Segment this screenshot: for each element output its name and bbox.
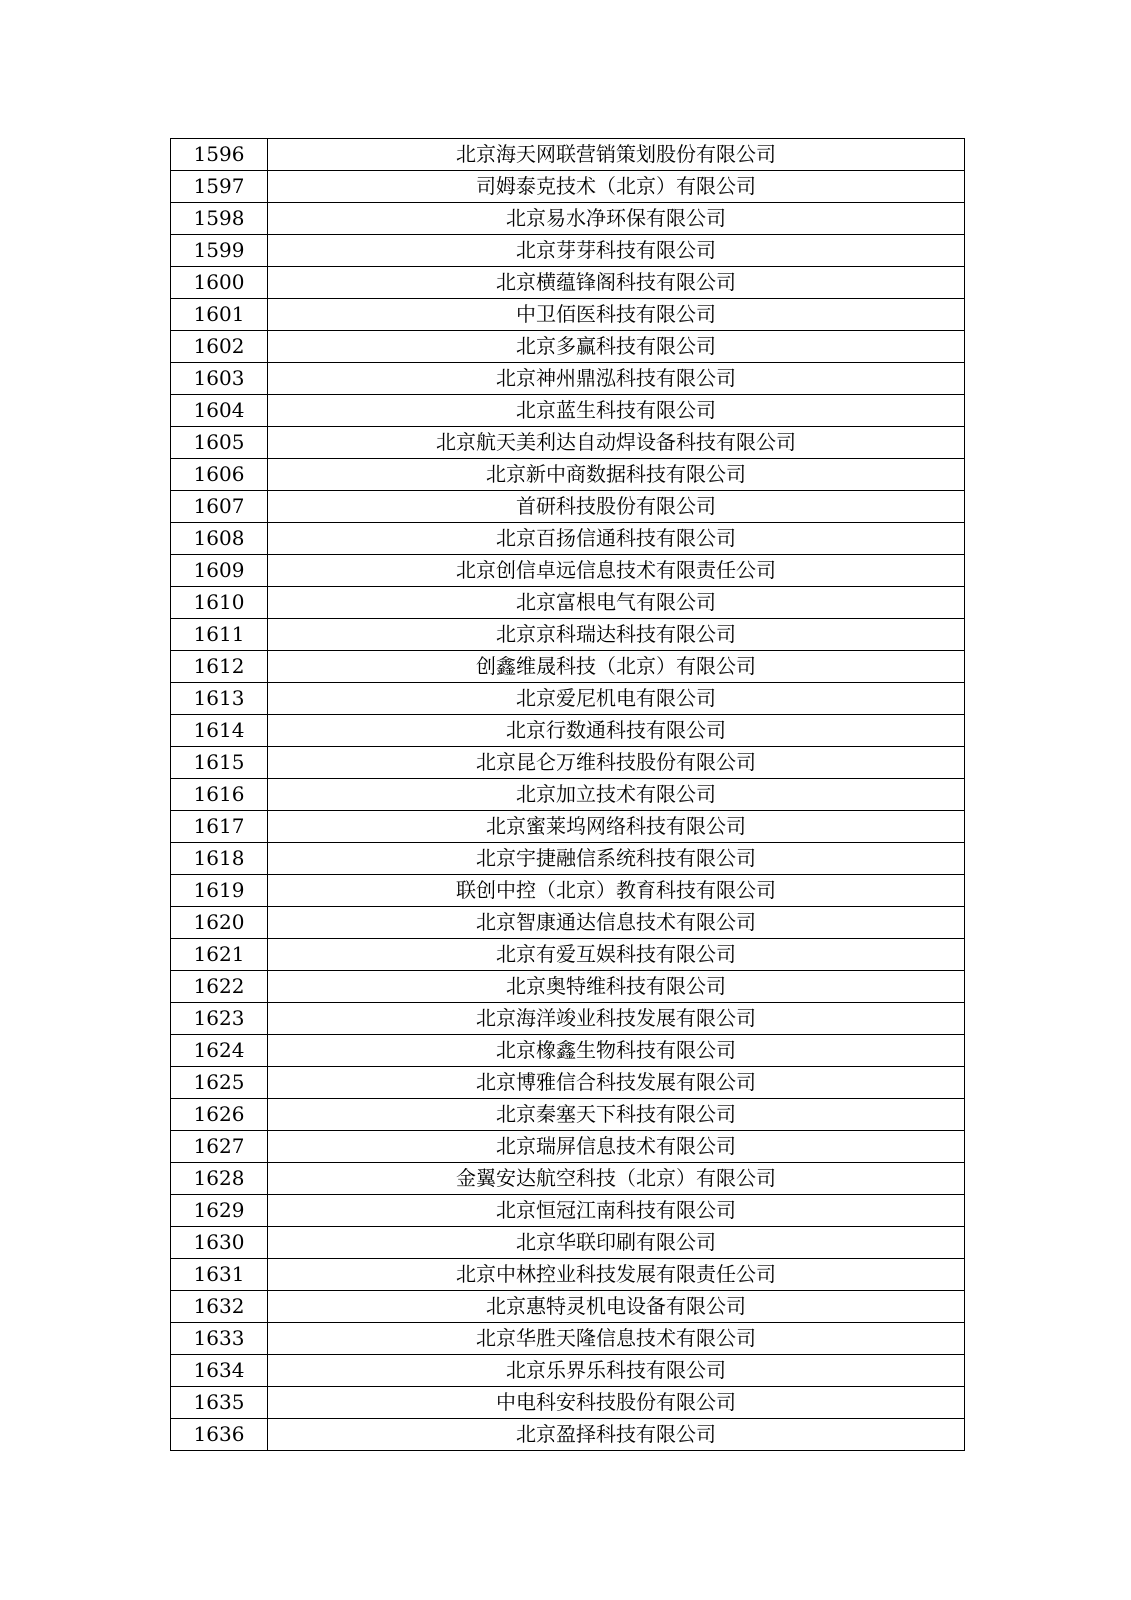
- company-name: 北京行数通科技有限公司: [268, 715, 965, 747]
- row-number: 1625: [171, 1067, 268, 1099]
- row-number: 1619: [171, 875, 268, 907]
- table-row: [171, 491, 965, 523]
- table-row: [171, 1099, 965, 1131]
- table-row: [171, 1163, 965, 1195]
- row-number: 1617: [171, 811, 268, 843]
- company-name: 司姆泰克技术（北京）有限公司: [268, 171, 965, 203]
- row-number: 1631: [171, 1259, 268, 1291]
- row-number: 1615: [171, 747, 268, 779]
- company-name: 北京奥特维科技有限公司: [268, 971, 965, 1003]
- table-row: [171, 715, 965, 747]
- table-row: [171, 1323, 965, 1355]
- row-number: 1618: [171, 843, 268, 875]
- company-name: 北京富根电气有限公司: [268, 587, 965, 619]
- row-number: 1603: [171, 363, 268, 395]
- company-name: 北京橡鑫生物科技有限公司: [268, 1035, 965, 1067]
- company-name: 北京惠特灵机电设备有限公司: [268, 1291, 965, 1323]
- company-name: 北京新中商数据科技有限公司: [268, 459, 965, 491]
- table-row: [171, 683, 965, 715]
- table-row: [171, 139, 965, 171]
- table-row: [171, 235, 965, 267]
- company-name: 北京智康通达信息技术有限公司: [268, 907, 965, 939]
- company-name: 北京华联印刷有限公司: [268, 1227, 965, 1259]
- table-row: [171, 651, 965, 683]
- row-number: 1626: [171, 1099, 268, 1131]
- table-row: [171, 1131, 965, 1163]
- table-row: [171, 971, 965, 1003]
- company-name: 北京瑞屏信息技术有限公司: [268, 1131, 965, 1163]
- table-row: [171, 171, 965, 203]
- row-number: 1622: [171, 971, 268, 1003]
- company-name: 北京乐界乐科技有限公司: [268, 1355, 965, 1387]
- row-number: 1633: [171, 1323, 268, 1355]
- row-number: 1612: [171, 651, 268, 683]
- company-name: 北京神州鼎泓科技有限公司: [268, 363, 965, 395]
- table-row: [171, 1003, 965, 1035]
- company-name: 联创中控（北京）教育科技有限公司: [268, 875, 965, 907]
- row-number: 1607: [171, 491, 268, 523]
- company-name: 北京华胜天隆信息技术有限公司: [268, 1323, 965, 1355]
- row-number: 1606: [171, 459, 268, 491]
- table-row: [171, 427, 965, 459]
- row-number: 1628: [171, 1163, 268, 1195]
- table-row: [171, 267, 965, 299]
- row-number: 1599: [171, 235, 268, 267]
- company-name: 北京百扬信通科技有限公司: [268, 523, 965, 555]
- row-number: 1596: [171, 139, 268, 171]
- row-number: 1601: [171, 299, 268, 331]
- table-row: [171, 907, 965, 939]
- row-number: 1597: [171, 171, 268, 203]
- company-name: 北京蜜莱坞网络科技有限公司: [268, 811, 965, 843]
- row-number: 1623: [171, 1003, 268, 1035]
- row-number: 1624: [171, 1035, 268, 1067]
- row-number: 1608: [171, 523, 268, 555]
- table-row: [171, 523, 965, 555]
- company-name: 北京易水净环保有限公司: [268, 203, 965, 235]
- table-row: [171, 747, 965, 779]
- row-number: 1632: [171, 1291, 268, 1323]
- table-row: [171, 587, 965, 619]
- table-row: [171, 395, 965, 427]
- row-number: 1629: [171, 1195, 268, 1227]
- company-name: 中卫佰医科技有限公司: [268, 299, 965, 331]
- company-name: 北京芽芽科技有限公司: [268, 235, 965, 267]
- company-name: 中电科安科技股份有限公司: [268, 1387, 965, 1419]
- row-number: 1635: [171, 1387, 268, 1419]
- company-name: 北京恒冠江南科技有限公司: [268, 1195, 965, 1227]
- table-row: [171, 875, 965, 907]
- company-name: 北京航天美利达自动焊设备科技有限公司: [268, 427, 965, 459]
- company-name: 北京宇捷融信系统科技有限公司: [268, 843, 965, 875]
- row-number: 1611: [171, 619, 268, 651]
- company-name: 北京秦塞天下科技有限公司: [268, 1099, 965, 1131]
- table-row: [171, 619, 965, 651]
- company-name: 北京多赢科技有限公司: [268, 331, 965, 363]
- company-list-table: [170, 138, 965, 1451]
- table-row: [171, 363, 965, 395]
- company-name: 北京昆仑万维科技股份有限公司: [268, 747, 965, 779]
- row-number: 1634: [171, 1355, 268, 1387]
- row-number: 1614: [171, 715, 268, 747]
- table-row: [171, 1195, 965, 1227]
- company-name: 北京博雅信合科技发展有限公司: [268, 1067, 965, 1099]
- company-name: 北京盈择科技有限公司: [268, 1419, 965, 1451]
- company-name: 首研科技股份有限公司: [268, 491, 965, 523]
- row-number: 1627: [171, 1131, 268, 1163]
- row-number: 1616: [171, 779, 268, 811]
- company-name: 北京横蕴锋阁科技有限公司: [268, 267, 965, 299]
- table-row: [171, 299, 965, 331]
- row-number: 1620: [171, 907, 268, 939]
- company-name: 北京爱尼机电有限公司: [268, 683, 965, 715]
- table-row: [171, 1035, 965, 1067]
- table-row: [171, 939, 965, 971]
- company-name: 北京有爱互娱科技有限公司: [268, 939, 965, 971]
- company-name: 创鑫维晟科技（北京）有限公司: [268, 651, 965, 683]
- company-name: 北京创信卓远信息技术有限责任公司: [268, 555, 965, 587]
- company-name: 北京京科瑞达科技有限公司: [268, 619, 965, 651]
- company-name: 北京加立技术有限公司: [268, 779, 965, 811]
- row-number: 1621: [171, 939, 268, 971]
- table-row: [171, 555, 965, 587]
- table-row: [171, 1355, 965, 1387]
- row-number: 1602: [171, 331, 268, 363]
- row-number: 1610: [171, 587, 268, 619]
- table-row: [171, 1259, 965, 1291]
- table-row: [171, 1067, 965, 1099]
- row-number: 1613: [171, 683, 268, 715]
- row-number: 1609: [171, 555, 268, 587]
- company-name: 北京海洋竣业科技发展有限公司: [268, 1003, 965, 1035]
- table-row: [171, 1387, 965, 1419]
- table-row: [171, 779, 965, 811]
- company-name: 北京中林控业科技发展有限责任公司: [268, 1259, 965, 1291]
- table-row: [171, 843, 965, 875]
- row-number: 1604: [171, 395, 268, 427]
- table-row: [171, 331, 965, 363]
- row-number: 1605: [171, 427, 268, 459]
- row-number: 1600: [171, 267, 268, 299]
- table-body: [171, 139, 965, 1451]
- company-name: 北京海天网联营销策划股份有限公司: [268, 139, 965, 171]
- table-row: [171, 459, 965, 491]
- row-number: 1636: [171, 1419, 268, 1451]
- table-row: [171, 1419, 965, 1451]
- company-name: 北京蓝生科技有限公司: [268, 395, 965, 427]
- row-number: 1630: [171, 1227, 268, 1259]
- row-number: 1598: [171, 203, 268, 235]
- company-name: 金翼安达航空科技（北京）有限公司: [268, 1163, 965, 1195]
- table-row: [171, 1227, 965, 1259]
- table-row: [171, 1291, 965, 1323]
- table-row: [171, 203, 965, 235]
- table-row: [171, 811, 965, 843]
